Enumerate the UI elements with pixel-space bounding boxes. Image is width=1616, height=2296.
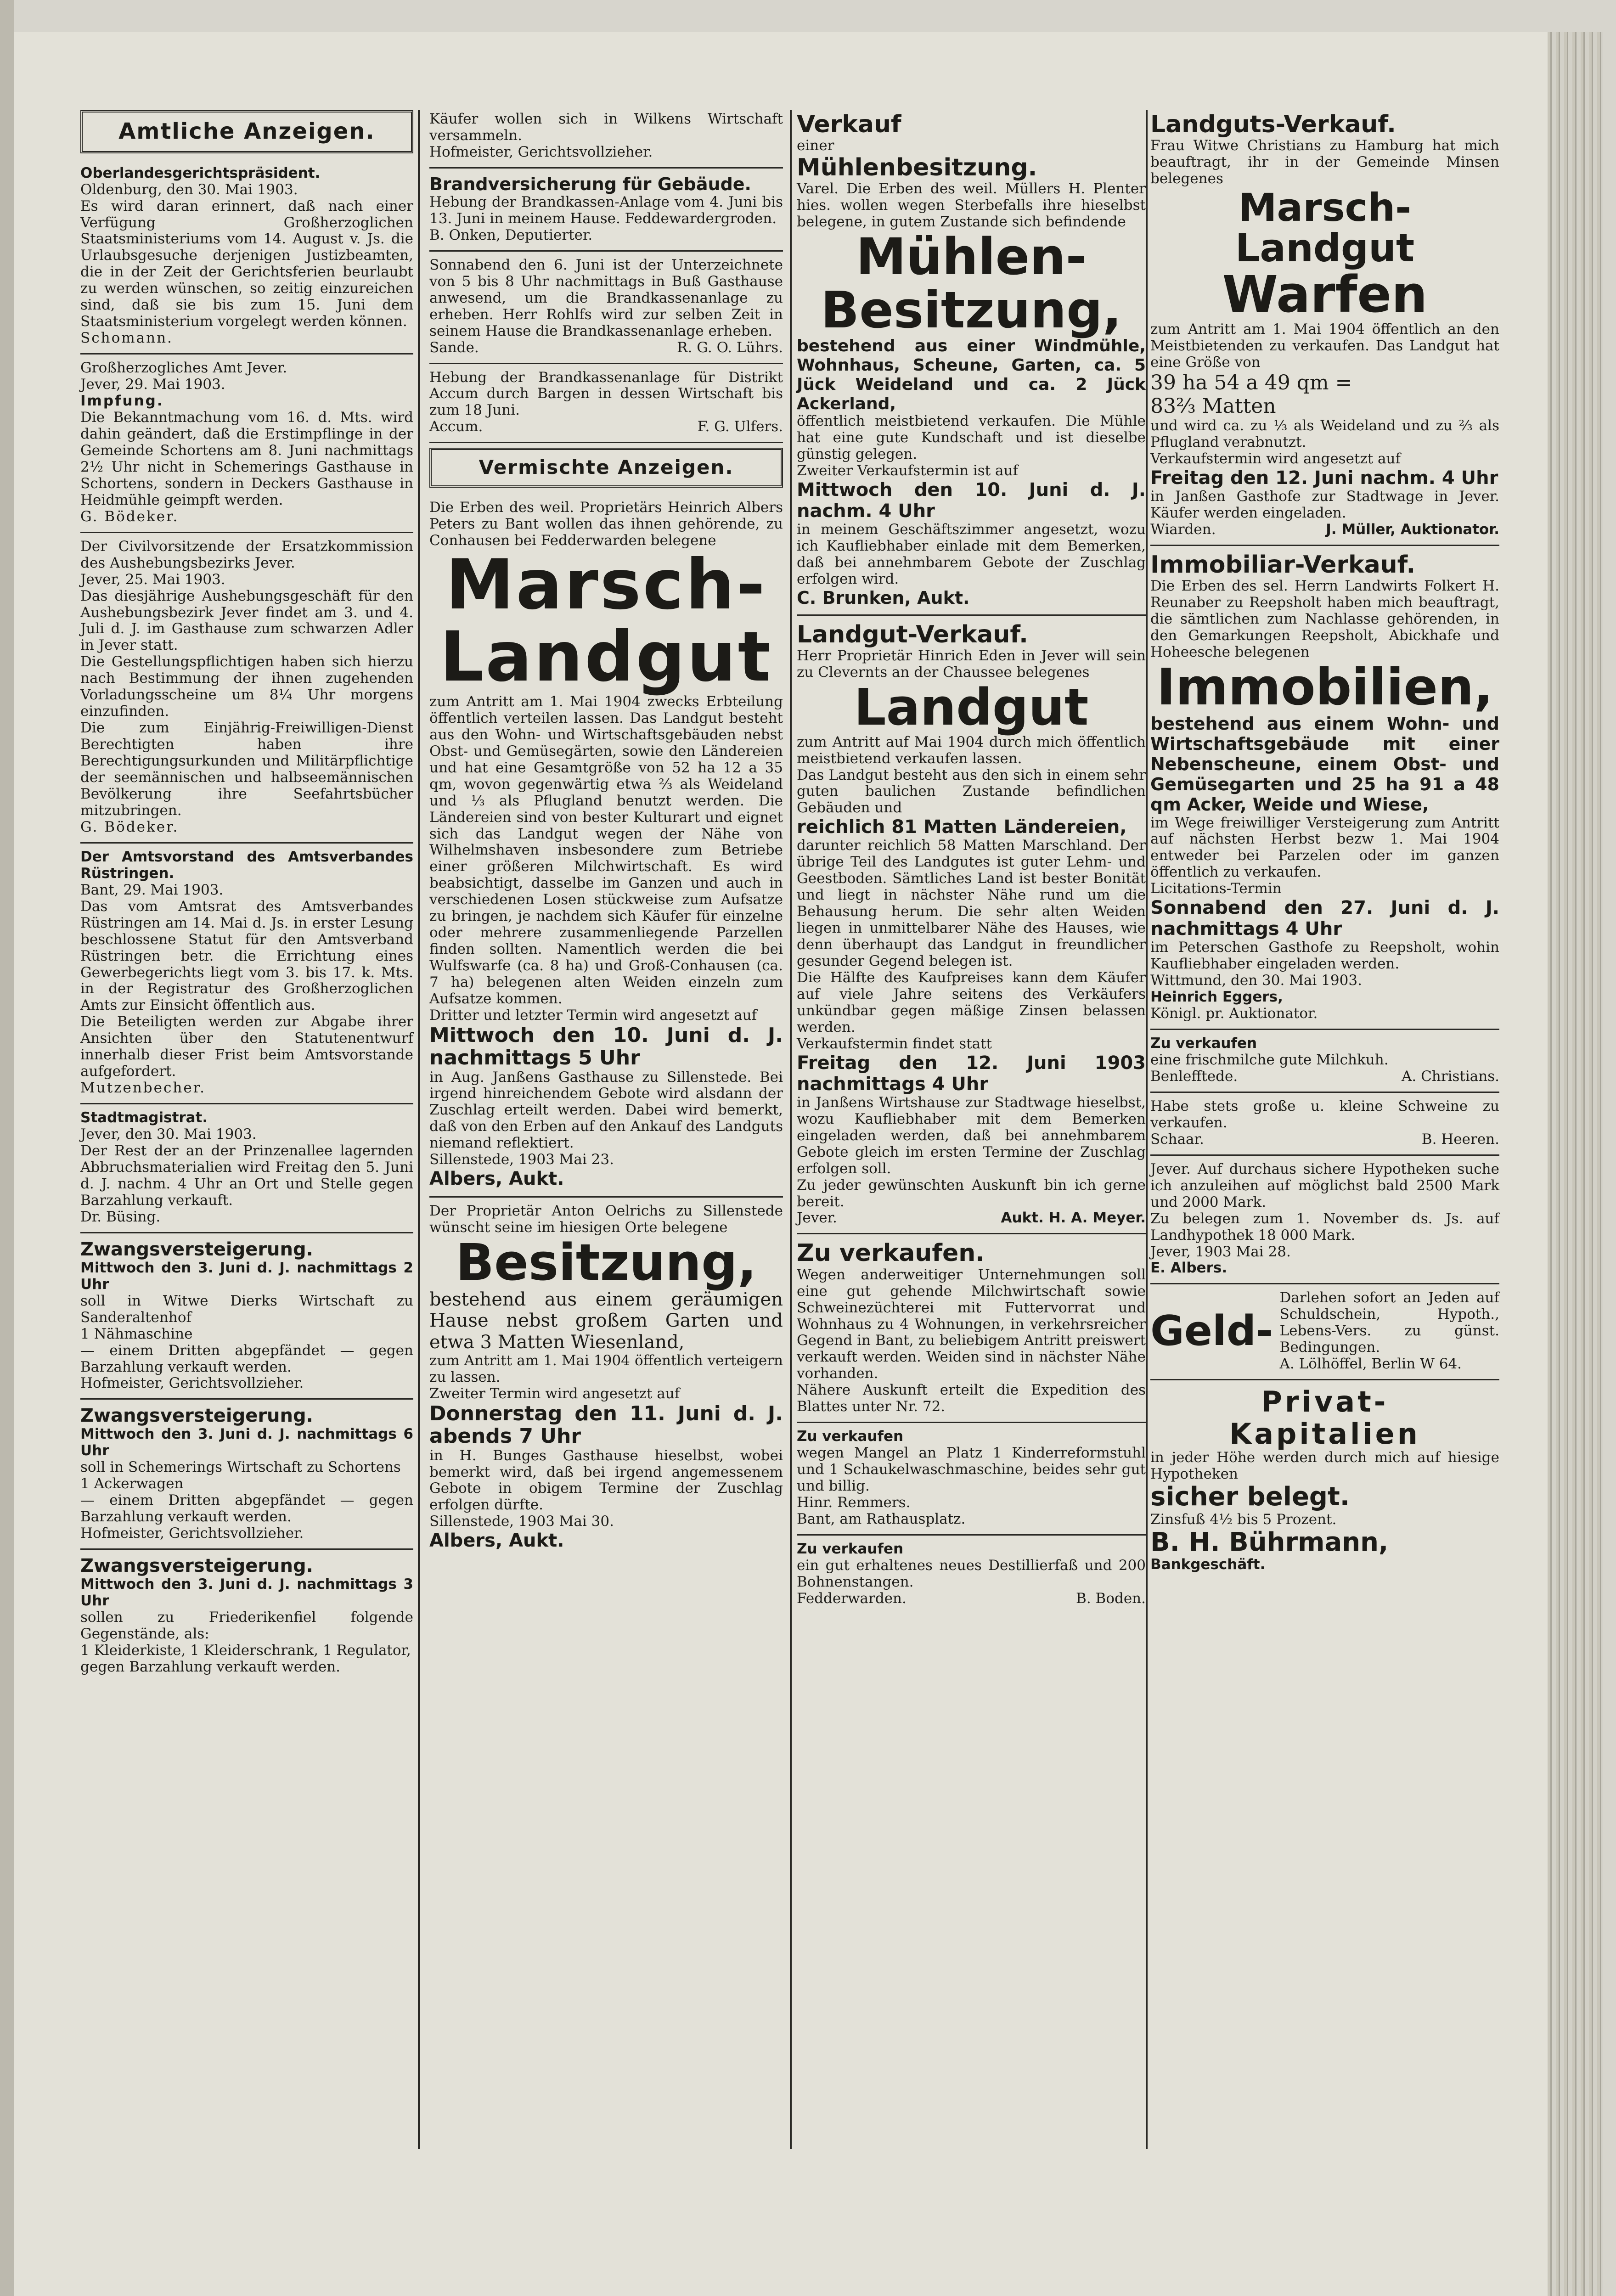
ad-signature: B. H. Bührmann, [1150, 1527, 1389, 1557]
auction-when: Mittwoch den 3. Juni d. J. nachmittags 2 Uhr [80, 1259, 413, 1293]
ad-title: Zu verkaufen. [797, 1239, 985, 1267]
ad-place: Fedderwarden. [797, 1590, 907, 1607]
auction-signature: Hofmeister, Gerichtsvollzieher. [80, 1525, 304, 1542]
notice-date: Jever, 25. Mai 1903. [80, 571, 225, 588]
notice-signature: B. Onken, Deputierter. [429, 226, 593, 243]
ad-intro: Die Erben des weil. Proprietärs Heinrich Albers Peters zu Bant wollen das ihnen gehörende, zu Conhausen bei Fedderwarden belegene [429, 499, 783, 549]
ad-body: Jever. Auf durchaus sichere Hypotheken suche ich anzuleihen auf möglichst bald 2500 Mark und 2000 Mark. [1150, 1160, 1499, 1210]
ad-headline: Marsch- [445, 545, 767, 625]
ad-marsch-landgut [429, 494, 783, 1198]
notice [429, 106, 783, 169]
notice-body: Das diesjährige Aushebungsgeschäft für den Aushebungsbezirk Jever findet am 3. und 4. Juli d. J. im Gasthause zum schwarzen Adler in Jever statt. [80, 587, 413, 654]
notice [80, 355, 413, 533]
ad-headline: Immobilien, [1156, 657, 1493, 716]
notice [80, 1104, 413, 1233]
ad-signature: B. Boden. [1076, 1590, 1146, 1607]
ad-headline: Geld- [1150, 1307, 1273, 1356]
ad-signature: A. Christians. [1401, 1068, 1499, 1085]
notice-title: Oberlandesgerichtspräsident. [80, 164, 321, 181]
notice-signature: G. Bödeker. [80, 508, 179, 525]
ad-date: Sillenstede, 1903 Mai 23. [429, 1151, 614, 1168]
ad-headline: Privat- [1261, 1385, 1389, 1419]
notice-signature: Schomann. [80, 330, 173, 347]
auction-note: — einem Dritten abgepfändet — gegen Barzahlung verkauft werden. [80, 1342, 413, 1375]
auction-signature: Hofmeister, Gerichtsvollzieher. [80, 1375, 304, 1392]
ad-privat-kapitalien [1150, 1380, 1499, 1573]
ad-body: Darlehen sofort an Jeden auf Schuldschein, Hypoth., Lebens-Vers. zu günst. Bedingungen. [1279, 1289, 1499, 1356]
ad-title: Verkauf [797, 111, 901, 138]
ad-when: Donnerstag den 11. Juni d. J. abends 7 Uhr [429, 1402, 783, 1448]
ad-body: Das Landgut besteht aus den sich in einem sehr guten baulichen Zustande befindlichen Gebäuden und [797, 766, 1146, 816]
auction-note: — einem Dritten abgepfändet — gegen Barzahlung verkauft werden. [80, 1492, 413, 1525]
ad-subhead: bestehend aus einer Windmühle, Wohnhaus, Scheune, Garten, ca. 5 Jück Weideland und ca. 2 Jück Ackerland, [797, 337, 1146, 413]
column-4 [1150, 106, 1499, 1573]
notice-signature: Dr. Büsing. [80, 1208, 161, 1225]
ad-body: Die Hälfte des Kaufpreises kann dem Käufer auf viele Jahre seitens des Verkäufers unkündbar gegen mäßige Zinsen belassen werden. [797, 969, 1146, 1035]
ad-body: in H. Bunges Gasthause hieselbst, wobei bemerkt wird, daß bei irgend angemessenem Gebote in obigem Termine der Zuschlag erfolgen dürfte. [429, 1447, 783, 1514]
ad-when: Mittwoch den 10. Juni d. J. nachmittags 5 Uhr [429, 1023, 783, 1070]
notice-date: Jever, den 30. Mai 1903. [80, 1126, 257, 1143]
ad-size: 83⅔ Matten [1150, 394, 1276, 418]
notice-date: Jever, 29. Mai 1903. [80, 376, 225, 393]
notice [80, 533, 413, 844]
notice-body: Sonnabend den 6. Juni ist der Unterzeichnete von 5 bis 8 Uhr nachmittags in Buß Gasthause anwesend, um die Brandkassenanlage zu erheben. Herr Rohlfs wird zur selben Zeit in seinem Hause die Brandkassenanlage erheben. [429, 256, 783, 339]
ad-title: Zu verkaufen [797, 1540, 904, 1557]
ad-body: Zweiter Verkaufstermin ist auf [797, 462, 1018, 479]
ad-subhead: bestehend aus einem Wohn- und Wirtschaftsgebäude mit einer Nebenscheune, einem Obst- und Gemüsegarten und 25 ha 91 a 48 qm Acker, Weide und Wiese, [1150, 714, 1499, 815]
ad-place: Bant, am Rathausplatz. [797, 1510, 966, 1527]
ad-intro: Der Proprietär Anton Oelrichs zu Sillenstede wünscht seine im hiesigen Orte belegene [429, 1202, 783, 1236]
ad-body: und wird ca. zu ⅓ als Weideland und zu ⅔ als Pflugland verabnutzt. [1150, 417, 1499, 450]
notice-body: Die Beteiligten werden zur Abgabe ihrer Ansichten über den Statutenentwurf innerhalb dieser Frist beim Amtsvorstande aufgefordert. [80, 1013, 413, 1080]
notice-title: Der Amtsvorstand des Amtsverbandes Rüstringen. [80, 848, 413, 882]
notice [429, 169, 783, 252]
notice-signature: Hofmeister, Gerichtsvollzieher. [429, 143, 653, 160]
column-rule [418, 110, 420, 2149]
ad-body: zum Antritt auf Mai 1904 durch mich öffentlich meistbietend verkaufen lassen. [797, 733, 1146, 767]
auction-note: gegen Barzahlung verkauft werden. [80, 1658, 341, 1675]
ad-signature: Heinrich Eggers, [1150, 989, 1283, 1006]
ad-body: zum Antritt am 1. Mai 1904 zwecks Erbteilung öffentlich verteilen lassen. Das Landgut besteht aus den Wohn- und Wirtschaftsgebäuden nebst Obst- und Gemüsegärten, sowie den Ländereien und hat eine Gesamtgröße von 52 ha 12 a 35 qm, wovon gegenwärtig etwa ⅔ als Weideland und ⅓ als Pflugland benutzt werden. Die Ländereien sind von bester Kulturart und eignet sich das Landgut wegen der Nähe von Wilhelmshaven insbesondere zum Betriebe einer größeren Milchwirtschaft. Es wird beabsichtigt, dasselbe im Ganzen und auch in verschiedenen Losen stückweise zum Aufsatze zu bringen, je nachdem sich Käufer für einzelne oder mehrere zusammenliegende Parzellen finden sollten. Namentlich werden die bei Wulfswarfe (ca. 8 ha) und Groß-Conhausen (ca. 7 ha) belegenen alten Weiden einzeln zum Aufsatze kommen. [429, 693, 783, 1007]
ad-body: Habe stets große u. kleine Schweine zu verkaufen. [1150, 1097, 1499, 1131]
ad-date: Jever, 1903 Mai 28. [1150, 1243, 1291, 1260]
notice-date: Oldenburg, den 30. Mai 1903. [80, 181, 298, 198]
column-1 [80, 106, 413, 1676]
notice [429, 252, 783, 364]
ad-body: Zinsfuß 4½ bis 5 Prozent. [1150, 1511, 1337, 1528]
ad-headline: Besitzung, [821, 280, 1122, 339]
ad-body: Zweiter Termin wird angesetzt auf [429, 1385, 680, 1402]
notice-body: Hebung der Brandkassen-Anlage vom 4. Juni bis 13. Juni in meinem Hause. Feddewardergroden. [429, 193, 783, 227]
ad-signature: Hinr. Remmers. [797, 1494, 911, 1511]
section-header: Vermischte Anzeigen. [429, 448, 783, 488]
ad-title: Mühlenbesitzung. [797, 154, 1037, 182]
scan-left-edge [0, 0, 14, 2296]
auction-notice [80, 1400, 413, 1550]
ad-muehlen [797, 106, 1146, 616]
ad-signature: Albers, Aukt. [429, 1168, 564, 1190]
ad-title: Zu verkaufen [797, 1428, 904, 1445]
ad-intro: Varel. Die Erben des weil. Müllers H. Plenter hies. wollen wegen Sterbefalls ihre hieselbst belegene, in gutem Zustande sich befindende [797, 180, 1146, 231]
ad-signature: E. Albers. [1150, 1260, 1227, 1277]
ad-signature: Bankgeschäft. [1150, 1556, 1266, 1573]
ad-body: zum Antritt am 1. Mai 1904 öffentlich verteigern zu lassen. [429, 1352, 783, 1386]
ad-signature: B. Heeren. [1421, 1131, 1499, 1148]
ad-body: bestehend aus einem geräumigen Hause nebst großem Garten und etwa 3 Matten Wiesenland, [429, 1289, 783, 1353]
book-spine [1548, 32, 1603, 2296]
ad-when: Freitag den 12. Juni nachm. 4 Uhr [1150, 467, 1498, 489]
column-2 [429, 106, 783, 1552]
notice-date: Bant, 29. Mai 1903. [80, 881, 224, 898]
ad-body: Verkaufstermin findet statt [797, 1035, 992, 1052]
ad-landguts-verkauf [1150, 106, 1499, 546]
ad-body: Licitations-Termin [1150, 880, 1282, 897]
column-3 [797, 106, 1146, 1607]
ad-body: öffentlich meistbietend verkaufen. Die Mühle hat eine gute Kundschaft und ist dieselbe günstig gelegen. [797, 413, 1146, 463]
ad-landgut [797, 616, 1146, 1234]
ad-headline: Landgut [439, 617, 773, 698]
ad-signature: Königl. pr. Auktionator. [1150, 1005, 1318, 1022]
ad-signature: J. Müller, Auktionator. [1326, 521, 1499, 538]
notice-subtitle: Impfung. [80, 393, 164, 410]
ad-place: Jever. [797, 1210, 837, 1227]
ad-subhead: sicher belegt. [1150, 1481, 1350, 1512]
ad-signature: C. Brunken, Aukt. [797, 587, 970, 608]
ad-body: in Janßen Gasthofe zur Stadtwage in Jever. Käufer werden eingeladen. [1150, 488, 1499, 521]
notice-signature: Mutzenbecher. [80, 1080, 206, 1097]
ad-immobiliar [1150, 546, 1499, 1030]
notice-body: Der Rest der an der Prinzenallee lagernden Abbruchsmaterialien wird Freitag den 5. Juni d. J. nachm. 4 Uhr an Ort und Stelle gegen Barzahlung verkauft. [80, 1142, 413, 1209]
auction-when: Mittwoch den 3. Juni d. J. nachmittags 6 Uhr [80, 1426, 413, 1459]
ad-body: Nähere Auskunft erteilt die Expedition des Blattes unter Nr. 72. [797, 1382, 1146, 1415]
ad-place: Wiarden. [1150, 521, 1216, 538]
auction-title: Zwangsversteigerung. [80, 1405, 313, 1427]
notice-place: Sande. [429, 339, 479, 356]
auction-body: sollen zu Friederikenfiel folgende Gegenstände, als: [80, 1609, 413, 1642]
notice-body: Hebung der Brandkassenanlage für Distrikt Accum durch Bargen in dessen Wirtschaft bis zum 18 Juni. [429, 369, 783, 419]
notice [80, 844, 413, 1104]
ad-small [1150, 1030, 1499, 1093]
ad-title: einer [797, 137, 834, 154]
auction-item: 1 Nähmaschine [80, 1325, 193, 1342]
ad-when: Sonnabend den 27. Juni d. J. nachmittags 4 Uhr [1150, 897, 1499, 940]
column-rule [790, 110, 792, 2149]
ad-small [1150, 1093, 1499, 1156]
ad-zu-verkaufen [797, 1234, 1146, 1423]
ad-headline: Landgut [854, 678, 1089, 737]
auction-notice [80, 1233, 413, 1400]
ad-small [1150, 1156, 1499, 1285]
auction-title: Zwangsversteigerung. [80, 1238, 313, 1260]
ad-besitzung [429, 1198, 783, 1552]
ad-zu-verkaufen [797, 1536, 1146, 1607]
ad-title: Landguts-Verkauf. [1150, 111, 1396, 138]
ad-body: in jeder Höhe werden durch mich auf hiesige Hypotheken [1150, 1449, 1499, 1483]
notice-signature: F. G. Ulfers. [697, 418, 783, 435]
ad-intro: Frau Witwe Christians zu Hamburg hat mich beauftragt, ihr in der Gemeinde Minsen belegenes [1150, 137, 1499, 187]
ad-signature: Albers, Aukt. [429, 1530, 564, 1552]
ad-body: Zu belegen zum 1. November ds. Js. auf Landhypothek 18 000 Mark. [1150, 1210, 1499, 1244]
ad-body: Verkaufstermin wird angesetzt auf [1150, 450, 1401, 467]
ad-signature: Aukt. H. A. Meyer. [1001, 1210, 1146, 1227]
ad-body: Wegen anderweitiger Unternehmungen soll eine gut gehende Milchwirtschaft sowie Schweinezüchterei mit Futtervorrat und Wohnhaus zu 4 Wohnungen, in verkehrsreicher Gegend in Bant, zu beliebigem Antritt preiswert verkauft werden. Weiden sind in nächster Nähe vorhanden. [797, 1266, 1146, 1382]
ad-place: Benlefftede. [1150, 1068, 1238, 1085]
ad-body: in meinem Geschäftszimmer angesetzt, wozu ich Kaufliebhaber einlade mit dem Bemerken, daß bei annehmbarem Gebote der Zuschlag erfolgen wird. [797, 521, 1146, 587]
ad-body: zum Antritt am 1. Mai 1904 öffentlich an den Meistbietenden zu verkaufen. Das Landgut hat eine Größe von [1150, 321, 1499, 371]
notice-body: Die Bekanntmachung vom 16. d. Mts. wird dahin geändert, daß die Erstimpflinge in der Gemeinde Schortens am 8. Juni nachmittags 2½ Uhr nicht in Schemerings Gasthause in Schortens, sondern in Deckers Gasthause in Heidmühle geimpft werden. [80, 409, 413, 508]
ad-body: im Wege freiwilliger Versteigerung zum Antritt auf nächsten Herbst bezw 1. Mai 1904 entweder bei Parzelen oder im ganzen öffentlich zu verkaufen. [1150, 814, 1499, 881]
ad-place: Schaar. [1150, 1131, 1204, 1148]
ad-subhead: reichlich 81 Matten Ländereien, [797, 816, 1127, 838]
notice-body: Das vom Amtsrat des Amtsverbandes Rüstringen am 14. Mai d. Js. in erster Lesung beschlossene Statut für den Amtsverband Rüstringen betr. die Errichtung eines Gewerbegerichts liegt vom 3. bis 17. k. Mts. in der Registratur des Großherzoglichen Amts zur Einsicht öffentlich aus. [80, 898, 413, 1014]
notice [429, 364, 783, 444]
ad-headline: Kapitalien [1229, 1417, 1420, 1451]
ad-zu-verkaufen [797, 1423, 1146, 1536]
ad-when: Mittwoch den 10. Juni d. J. nachm. 4 Uhr [797, 479, 1146, 522]
ad-size: 39 ha 54 a 49 qm = [1150, 371, 1352, 394]
ad-body: ein gut erhaltenes neues Destillierfaß und 200 Bohnenstangen. [797, 1557, 1146, 1590]
notice-body: Die zum Einjährig-Freiwilligen-Dienst Berechtigten haben ihre Berechtigungsurkunden und Militärpflichtige der seemännischen und halbseemännischen Bevölkerung ihre Seefahrtsbücher mitzubringen. [80, 720, 413, 819]
auction-body: soll in Witwe Dierks Wirtschaft zu Sanderaltenhof [80, 1292, 413, 1326]
notice-body: Es wird daran erinnert, daß nach einer Verfügung Großherzoglichen Staatsministeriums vom 14. August v. Js. die Urlaubsgesuche derjenigen Justizbeamten, die in der Zeit der Gerichtsferien beurlaubt zu werden wünschen, so zeitig einzureichen sind, daß sie bis zum 15. Juni dem Staatsministerium vorgelegt werden können. [80, 197, 413, 330]
ad-geld [1150, 1284, 1499, 1380]
ad-signature: A. Lölhöffel, Berlin W 64. [1279, 1356, 1462, 1373]
notice-title: Stadtmagistrat. [80, 1109, 208, 1126]
ad-intro: Die Erben des sel. Herrn Landwirts Folkert H. Reunaber zu Reepsholt haben mich beauftragt, die sämtlichen zum Nachlasse gehörenden, in den Gemarkungen Reepsholt, Abickhafe und Hoheesche belegenen [1150, 577, 1499, 660]
ad-headline: Besitzung, [456, 1232, 757, 1292]
ad-date: Sillenstede, 1903 Mai 30. [429, 1513, 614, 1530]
notice-signature: G. Bödeker. [80, 818, 179, 835]
ad-body: eine frischmilche gute Milchkuh. [1150, 1051, 1389, 1068]
ad-headline: Mühlen- [856, 227, 1087, 287]
notice-title: Großherzogliches Amt Jever. [80, 360, 287, 377]
notice-title: Brandversicherung für Gebäude. [429, 174, 751, 194]
auction-item: 1 Ackerwagen [80, 1475, 184, 1492]
auction-item: 1 Kleiderkiste, 1 Kleiderschrank, 1 Regulator, [80, 1642, 411, 1659]
column-rule [1146, 110, 1148, 2149]
section-header: Amtliche Anzeigen. [80, 110, 413, 153]
ad-title: Immobiliar-Verkauf. [1150, 551, 1416, 579]
notice [80, 160, 413, 355]
notice-place: Accum. [429, 418, 483, 435]
ad-title: Zu verkaufen [1150, 1035, 1257, 1052]
ad-body: wegen Mangel an Platz 1 Kinderreformstuhl und 1 Schaukelwaschmaschine, beides sehr gut und billig. [797, 1445, 1146, 1495]
auction-when: Mittwoch den 3. Juni d. J. nachmittags 3 Uhr [80, 1576, 413, 1609]
ad-headline: Marsch-Landgut [1235, 185, 1415, 271]
ad-body: im Peterschen Gasthofe zu Reepsholt, wohin Kaufliebhaber eingeladen werden. [1150, 939, 1499, 973]
auction-body: soll in Schemerings Wirtschaft zu Schortens [80, 1459, 401, 1476]
ad-body: darunter reichlich 58 Matten Marschland. Der übrige Teil des Landgutes ist guter Lehm- und Geestboden. Sämtliches Land ist bester Bonität und liegt in nächster Nähe rund um die Behausung herum. Die sehr alten Weiden liegen in unmittelbarer Nähe des Hauses, wie denn überhaupt das Landgut in freundlicher gesunder Gegend belegen ist. [797, 837, 1146, 970]
ad-date: Wittmund, den 30. Mai 1903. [1150, 972, 1362, 989]
ad-when: Freitag den 12. Juni 1903 nachmittags 4 Uhr [797, 1052, 1146, 1095]
notice-title: Der Civilvorsitzende der Ersatzkommission des Aushebungsbezirks Jever. [80, 538, 413, 571]
notice-body: Käufer wollen sich in Wilkens Wirtschaft versammeln. [429, 111, 783, 144]
ad-body: in Aug. Janßens Gasthause zu Sillenstede. Bei irgend hinreichendem Gebote wird alsdann der Zuschlag erteilt werden. Dabei wird bemerkt, daß von den Erben auf den Ankauf des Landguts niemand reflektiert. [429, 1069, 783, 1152]
auction-title: Zwangsversteigerung. [80, 1555, 313, 1577]
ad-intro: Herr Proprietär Hinrich Eden in Jever will sein zu Clevernts an der Chaussee belegenes [797, 647, 1146, 681]
ad-body: Dritter und letzter Termin wird angesetzt auf [429, 1007, 757, 1024]
ad-body: in Janßens Wirtshause zur Stadtwage hieselbst, wozu Kaufliebhaber mit dem Bemerken eingeladen werden, daß bei annehmbarem Gebote gleich im ersten Termine der Zuschlag erfolgen soll. [797, 1094, 1146, 1177]
ad-headline: Warfen [1222, 265, 1428, 324]
notice-body: Die Gestellungspflichtigen haben sich hierzu nach Bestimmung der ihnen zugehenden Vorladungsscheine um 8¼ Uhr morgens einzufinden. [80, 653, 413, 720]
notice-signature: R. G. O. Lührs. [677, 339, 783, 356]
ad-body: Zu jeder gewünschten Auskunft bin ich gerne bereit. [797, 1176, 1146, 1210]
ad-title: Landgut-Verkauf. [797, 620, 1028, 648]
auction-notice [80, 1550, 413, 1676]
